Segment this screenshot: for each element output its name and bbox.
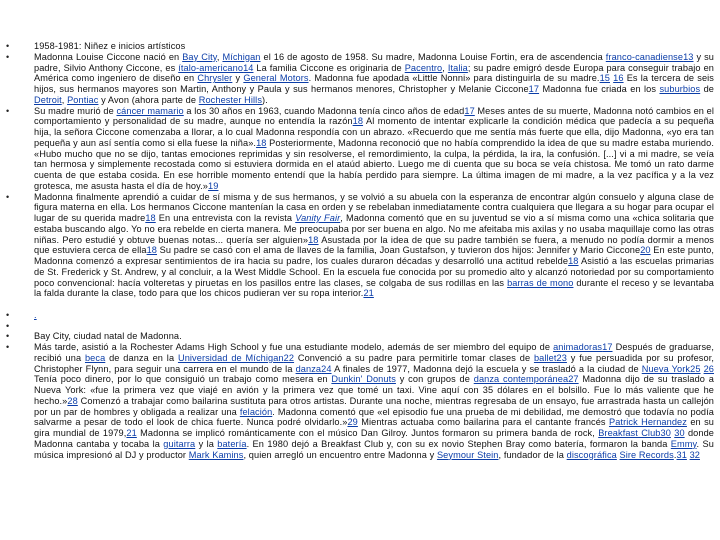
image-link[interactable]: . [34,309,37,320]
link[interactable]: Dunkin' Donuts [331,374,396,385]
empty-item [0,321,720,332]
link[interactable]: Vanity Fair [295,213,341,223]
bullet-icon: • [6,191,10,202]
text: Asustada por la idea de que su padre también se fuera, a menudo no podía dormir a menos que estuviera cerca de ella [34,234,714,256]
link[interactable]: franco-canadiense [605,51,684,62]
text: el 16 de agosto de 1958. Su madre, Madonna Louise Fortin, era de ascendencia [260,51,606,62]
paragraph-birth [0,52,720,106]
text: Madonna se implicó románticamente con el músico Dan Gilroy. Juntos formaron su primera banda de rock, [136,428,599,438]
text: , [442,62,448,73]
text: , Madonna comentó que en su juventud se vio a sí misma como una «chica solitaria que estaba buscando algo. Yo no era rebelde en cierta manera. Me preocupaba por ser buena en algo. No me afeitaba mis axilas y no usaba maquillaje como las otras niñas. Pero estudié y obtuve buenas notas... quería ser alguien» [34,213,714,245]
link[interactable]: danza contemporánea [473,374,569,385]
text: ). [262,94,268,105]
citation-link[interactable]: 18 [352,116,364,127]
bullet-icon: • [6,309,10,320]
citation-link[interactable]: 30 [660,428,671,438]
text: , fundador de la [498,449,567,460]
text: , quien arregló un encuentro entre Madonna y [243,449,437,460]
link[interactable]: General Motors [243,73,309,84]
text: Asistió a las escuelas primarias de St. Frederick y St. Andrew, y al concluir, a la West Middle School. En la escuela fue conocida por su promedio alto y alcanzó notoriedad por su comportamiento poco convencional: hacía volteretas y piruetas en los pasillos entre las clases, se colgaba de sus rodillas en las [34,256,714,288]
text: Su madre murió de [34,105,117,116]
text: Madonna dijo de su traslado a Nueva York: «fue la primera vez que viajé en avión y la primera vez que tomé un taxi. Vine aquí con 35 dólares en el bolsillo. Fue lo más valiente que he hecho.» [34,374,714,406]
link[interactable]: Sire Records [619,449,674,460]
text: Madonna Louise Ciccone nació en [34,51,183,62]
citation-link[interactable]: 18 [568,256,579,266]
link[interactable]: Universidad de Míchigan [177,352,284,363]
text: a los 30 años en 1963, cuando Madonna tenía cinco años de edad [183,105,465,116]
text: y fue persuadida por su profesor, Christopher Flynn, para seguir una carrera en el mundo de la [34,352,714,374]
text: Comenzó a trabajar como bailarina sustituta para otros artistas. Durante una noche, mientras regresaba de un ensayo, fue arrastrada hasta un callejón por un par de hombres y obligada a realizar una [34,395,714,417]
text: , [216,51,223,62]
citation-link[interactable]: 26 [703,363,714,374]
link[interactable]: Pontiac [67,94,99,105]
citation-link[interactable]: 20 [640,245,651,256]
citation-link[interactable]: 30 [674,428,685,438]
text: de danza en la [105,352,178,363]
link[interactable]: ballet [533,352,557,363]
citation-link[interactable]: 18 [256,137,267,148]
citation-link[interactable]: 21 [363,288,374,299]
link[interactable]: Italia [447,62,468,73]
text: , [61,94,68,105]
link[interactable]: barras de mono [507,277,574,288]
text: A finales de 1977, Madonna dejó la escuela y se trasladó a la ciudad de [331,363,642,374]
image-caption [0,331,720,342]
text: Meses antes de su muerte, Madonna notó cambios en el comportamiento y personalidad de su madre, aunque no entendía la razón [34,105,714,127]
text: y con grupos de [395,374,474,385]
text: . En 1980 dejó a Breakfast Club y, con su ex novio Stephen Bray como batería, formaron la banda [246,438,671,449]
link[interactable]: Breakfast Club [598,428,661,438]
text: y la [195,438,218,449]
citation-link[interactable]: 17 [602,342,613,352]
citation-link[interactable]: 28 [67,395,78,406]
text: Mientras actuaba como bailarina para el cantante francés [357,417,609,428]
link[interactable]: ítalo-americano [178,62,244,73]
text: . Su música impresionó al DJ y productor [34,438,714,460]
paragraph-new-york [0,342,720,460]
citation-link[interactable]: 24 [321,363,332,374]
citation-link[interactable]: 18 [145,213,156,223]
text: Tenía poco dinero, por lo que consiguió un trabajo como mesera en [34,374,332,385]
text: . Madonna comentó que «el episodio fue una prueba de mi debilidad, me demostró que todavía no podía salvarme a pesar de todo el look de chica fuerte. Nunca podré olvidarlo.» [34,406,715,428]
citation-link[interactable]: 17 [528,84,540,94]
text: Madonna finalmente aprendió a cuidar de sí misma y de sus hermanos, y se volvió a su abuela con la esperanza de encontrar algún consuelo y alguna clase de figura materna en ella. Los hermanos Ciccone mantenían la casa en orden y se rebelaban inmediatamente contra cualquiera que llegara a su hogar para ocupar el lugar de su querida madre [34,191,714,223]
text: Después de graduarse, recibió una [34,342,714,363]
link[interactable]: felación [239,406,273,417]
link[interactable]: Mark Kamins [188,449,244,460]
paragraph-childhood [0,192,720,300]
citation-link[interactable]: 23 [556,352,567,363]
citation-link[interactable]: 13 [683,51,694,62]
citation-link[interactable]: 27 [568,374,579,385]
citation-link[interactable]: 31 [676,449,687,460]
text: Madonna fue criada en los [539,84,660,94]
text: en su gira mundial de 1979, [34,417,714,438]
text: En este punto, Madonna comenzó a expresar sentimientos de ira hacia su padre, los cuales duraron décadas y desarrolló una actitud rebelde [34,245,714,266]
text: de [700,84,714,94]
text: . Madonna fue apodada «Little Nonni» para distinguirla de su madre. [308,73,600,84]
link[interactable]: Míchigan [222,51,261,62]
link[interactable]: Emmy [670,438,697,449]
link[interactable]: Patrick Hernandez [608,417,687,428]
text: y su padre, Silvio Anthony Ciccone, es [34,51,714,73]
section-heading [0,41,720,52]
bullet-icon: • [6,105,10,116]
spacer [0,299,720,310]
link[interactable]: batería [217,438,247,449]
text: Al momento de intentar explicarle la condición médica que padecía a su pequeña hija, la señora Ciccone comenzaba a llorar, a lo cual Madonna respondía con un abrazo. «Recuerdo que me sentía más fuerte que ella, dijo Madonna, «yo era tan pequeña y aun así sentía como si ella fuese la niña». [34,116,714,148]
citation-link[interactable]: 22 [283,352,295,363]
link[interactable]: animadoras [553,342,603,352]
paragraph-mother [0,106,720,192]
text: Es la tercera de seis hijos, sus hermanos mayores son Martin, Anthony y Paula y sus hermanos menores, Christopher y Melanie Ciccone [34,73,715,94]
text: ; su padre emigró desde Europa para conseguir trabajo en América como ingeniero de diseño en [34,62,714,84]
link[interactable]: Pacentro [404,62,443,73]
citation-link[interactable]: 25 [690,363,701,374]
bullet-icon: • [6,331,10,342]
bullet-icon: • [6,342,10,352]
link[interactable]: Detroit [34,94,62,105]
heading-text: 1958-1981: Niñez e inicios artísticos [34,41,186,51]
link[interactable]: suburbios [659,84,701,94]
link[interactable]: Nueva York [641,363,691,374]
text: Posteriormente, Madonna reconoció que no había comprendido la idea de que su madre estaba muriendo. «Hubo mucho que no se dijo, tantas emociones reprimidas y sin resolverse, el remordimiento, la culpa, la pérdida, la ira, la confusión. [...] vi a mi madre, se veía tan hermosa y simplemente recostada como si estuviera dormida en el ataúd abierto. Luego me di cuenta que su boca se veía chistosa. Me tomó un rato darme cuenta de que estaba cosida. En ese horrible momento entendí que la había perdido para siempre. La última imagen de mi madre, a la vez pacífica y a la vez grotesca, me asusta hasta el día de hoy.» [34,137,714,191]
text: Convenció a su padre para permitirle tomar clases de [294,352,534,363]
text: La familia Ciccone es originaria de [253,62,405,73]
caption-text: Bay City, ciudad natal de Madonna. [34,331,182,342]
link[interactable]: Bay City [182,51,217,62]
link[interactable]: Chrysler [197,73,233,84]
citation-link[interactable]: 16 [613,73,624,84]
bullet-icon: • [6,41,10,51]
image-link-item [0,310,720,321]
link[interactable]: cáncer mamario [116,105,184,116]
link[interactable]: beca [84,352,106,363]
bullet-icon: • [6,320,10,331]
link[interactable]: Seymour Stein [436,449,499,460]
citation-link[interactable]: 15 [599,73,610,84]
text: donde Madonna cantaba y tocaba la [34,428,715,449]
text: Su padre se casó con el ama de llaves de la familia, Joan Gustafson, y tuvieron dos hijos: Jennifer y Mario Ciccone [156,245,641,256]
citation-link[interactable]: 18 [146,245,157,256]
link[interactable]: discográfica [566,449,617,460]
text: . [673,449,677,460]
bullet-icon: • [6,51,10,62]
citation-link[interactable]: 19 [208,180,219,191]
text: y [232,73,244,84]
citation-link[interactable]: 21 [126,428,137,438]
text: Más tarde, asistió a la Rochester Adams High School y fue una estudiante modelo, además de ser miembro del equipo de [34,342,554,352]
text: durante el receso y se levantaba la falda durante la clase, todo para que los chicos pudieran ver su ropa interior. [34,277,714,299]
text: En una entrevista con la revista [155,213,296,223]
citation-link[interactable]: 14 [243,62,254,73]
citation-link[interactable]: 29 [347,417,358,428]
link[interactable]: danza [295,363,322,374]
text: y Avon (ahora parte de [98,94,199,105]
citation-link[interactable]: 32 [689,449,700,460]
citation-link[interactable]: 18 [308,234,319,245]
link[interactable]: guitarra [163,438,196,449]
link[interactable]: Rochester Hills [198,94,263,105]
citation-link[interactable]: 17 [464,105,475,116]
